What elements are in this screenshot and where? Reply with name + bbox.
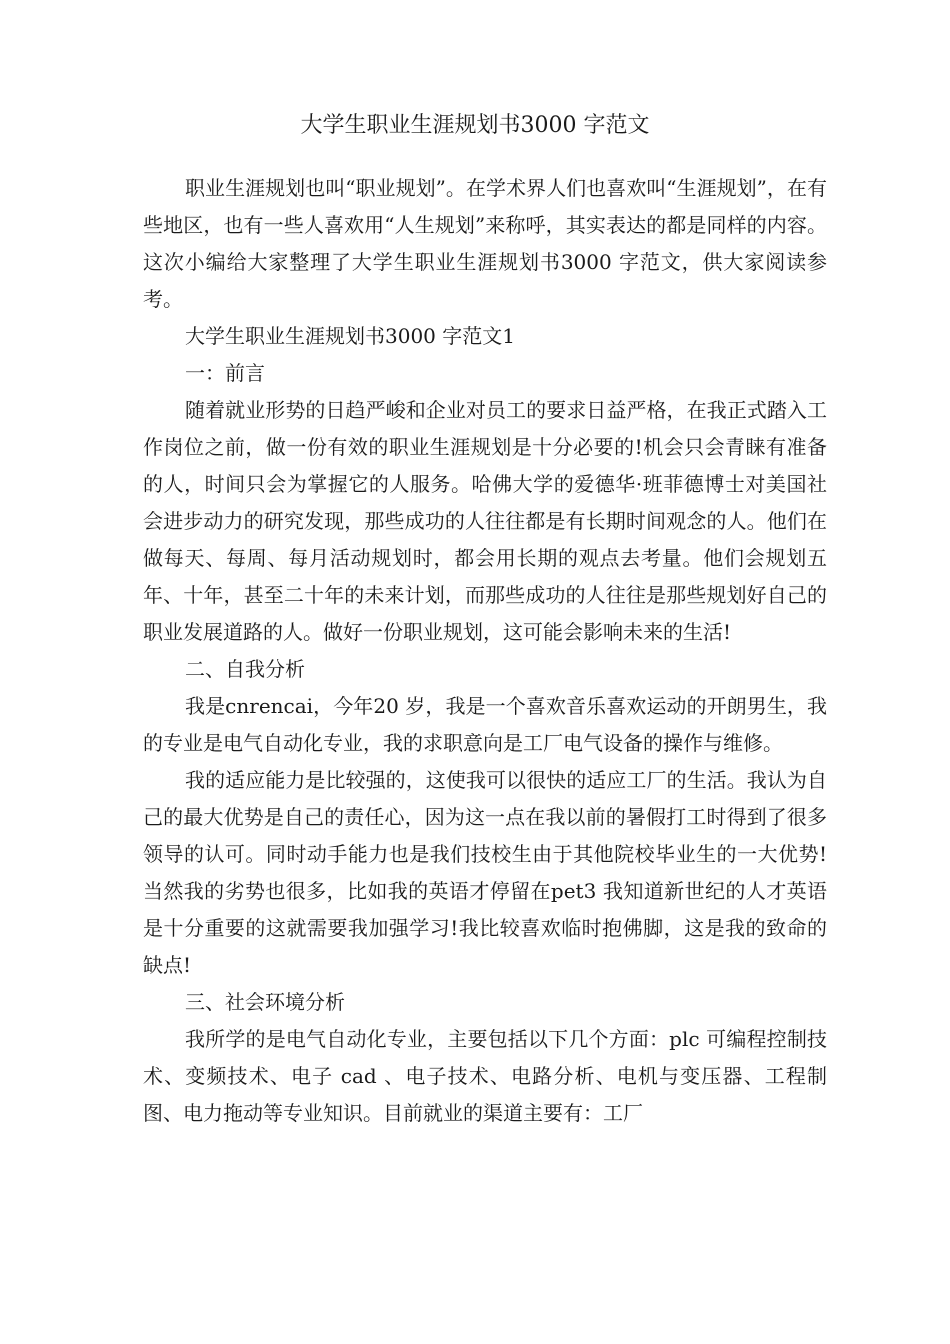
section-heading-self-analysis: 二、自我分析 — [185, 657, 305, 681]
paragraph-preface: 随着就业形势的日趋严峻和企业对员工的要求日益严格，在我正式踏入工作岗位之前，做一份有效的职业生涯规划是十分必要的!机会只会青睐有准备的人，时间只会为掌握它的人服务。哈佛大学的爱德华·班菲德博士对美国社会进步动力的研究发现，那些成功的人往往都是有长期时间观念的人。他们在做每天、每周、每月活动规划时，都会用长期的观点去考量。他们会规划五年、十年，甚至二十年的未来计划，而那些成功的人往往是那些规划好自己的职业发展道路的人。做好一份职业规划，这可能会影响未来的生活! — [143, 398, 827, 644]
paragraph-strengths: 我的适应能力是比较强的，这使我可以很快的适应工厂的生活。我认为自己的最大优势是自己的责任心，因为这一点在我以前的暑假打工时得到了很多领导的认可。同时动手能力也是我们技校生由于其他院校毕业生的一大优势!当然我的劣势也很多，比如我的英语才停留在pet3 我知道新世纪的人才英语是十分重要的这就需要我加强学习!我比较喜欢临时抱佛脚，这是我的致命的缺点! — [143, 768, 827, 977]
paragraph-intro: 职业生涯规划也叫“职业规划”。在学术界人们也喜欢叫“生涯规划”，在有些地区，也有一些人喜欢用“人生规划”来称呼，其实表达的都是同样的内容。这次小编给大家整理了大学生职业生涯规划书3000 字范文，供大家阅读参考。 — [143, 176, 827, 311]
section-heading-preface: 一：前言 — [185, 361, 265, 385]
paragraph-self-intro: 我是cnrencai，今年20 岁，我是一个喜欢音乐喜欢运动的开朗男生，我的专业是电气自动化专业，我的求职意向是工厂电气设备的操作与维修。 — [143, 694, 827, 755]
paragraph-major: 我所学的是电气自动化专业，主要包括以下几个方面：plc 可编程控制技术、变频技术、电子 cad 、电子技术、电路分析、电机与变压器、工程制图、电力拖动等专业知识。目前就业的渠道主要有：工厂 — [143, 1027, 827, 1125]
document-body — [143, 170, 827, 1132]
paragraph-subtitle: 大学生职业生涯规划书3000 字范文1 — [185, 324, 515, 348]
section-heading-social-environment: 三、社会环境分析 — [185, 990, 345, 1014]
document-title: 大学生职业生涯规划书3000 字范文 — [300, 113, 650, 138]
